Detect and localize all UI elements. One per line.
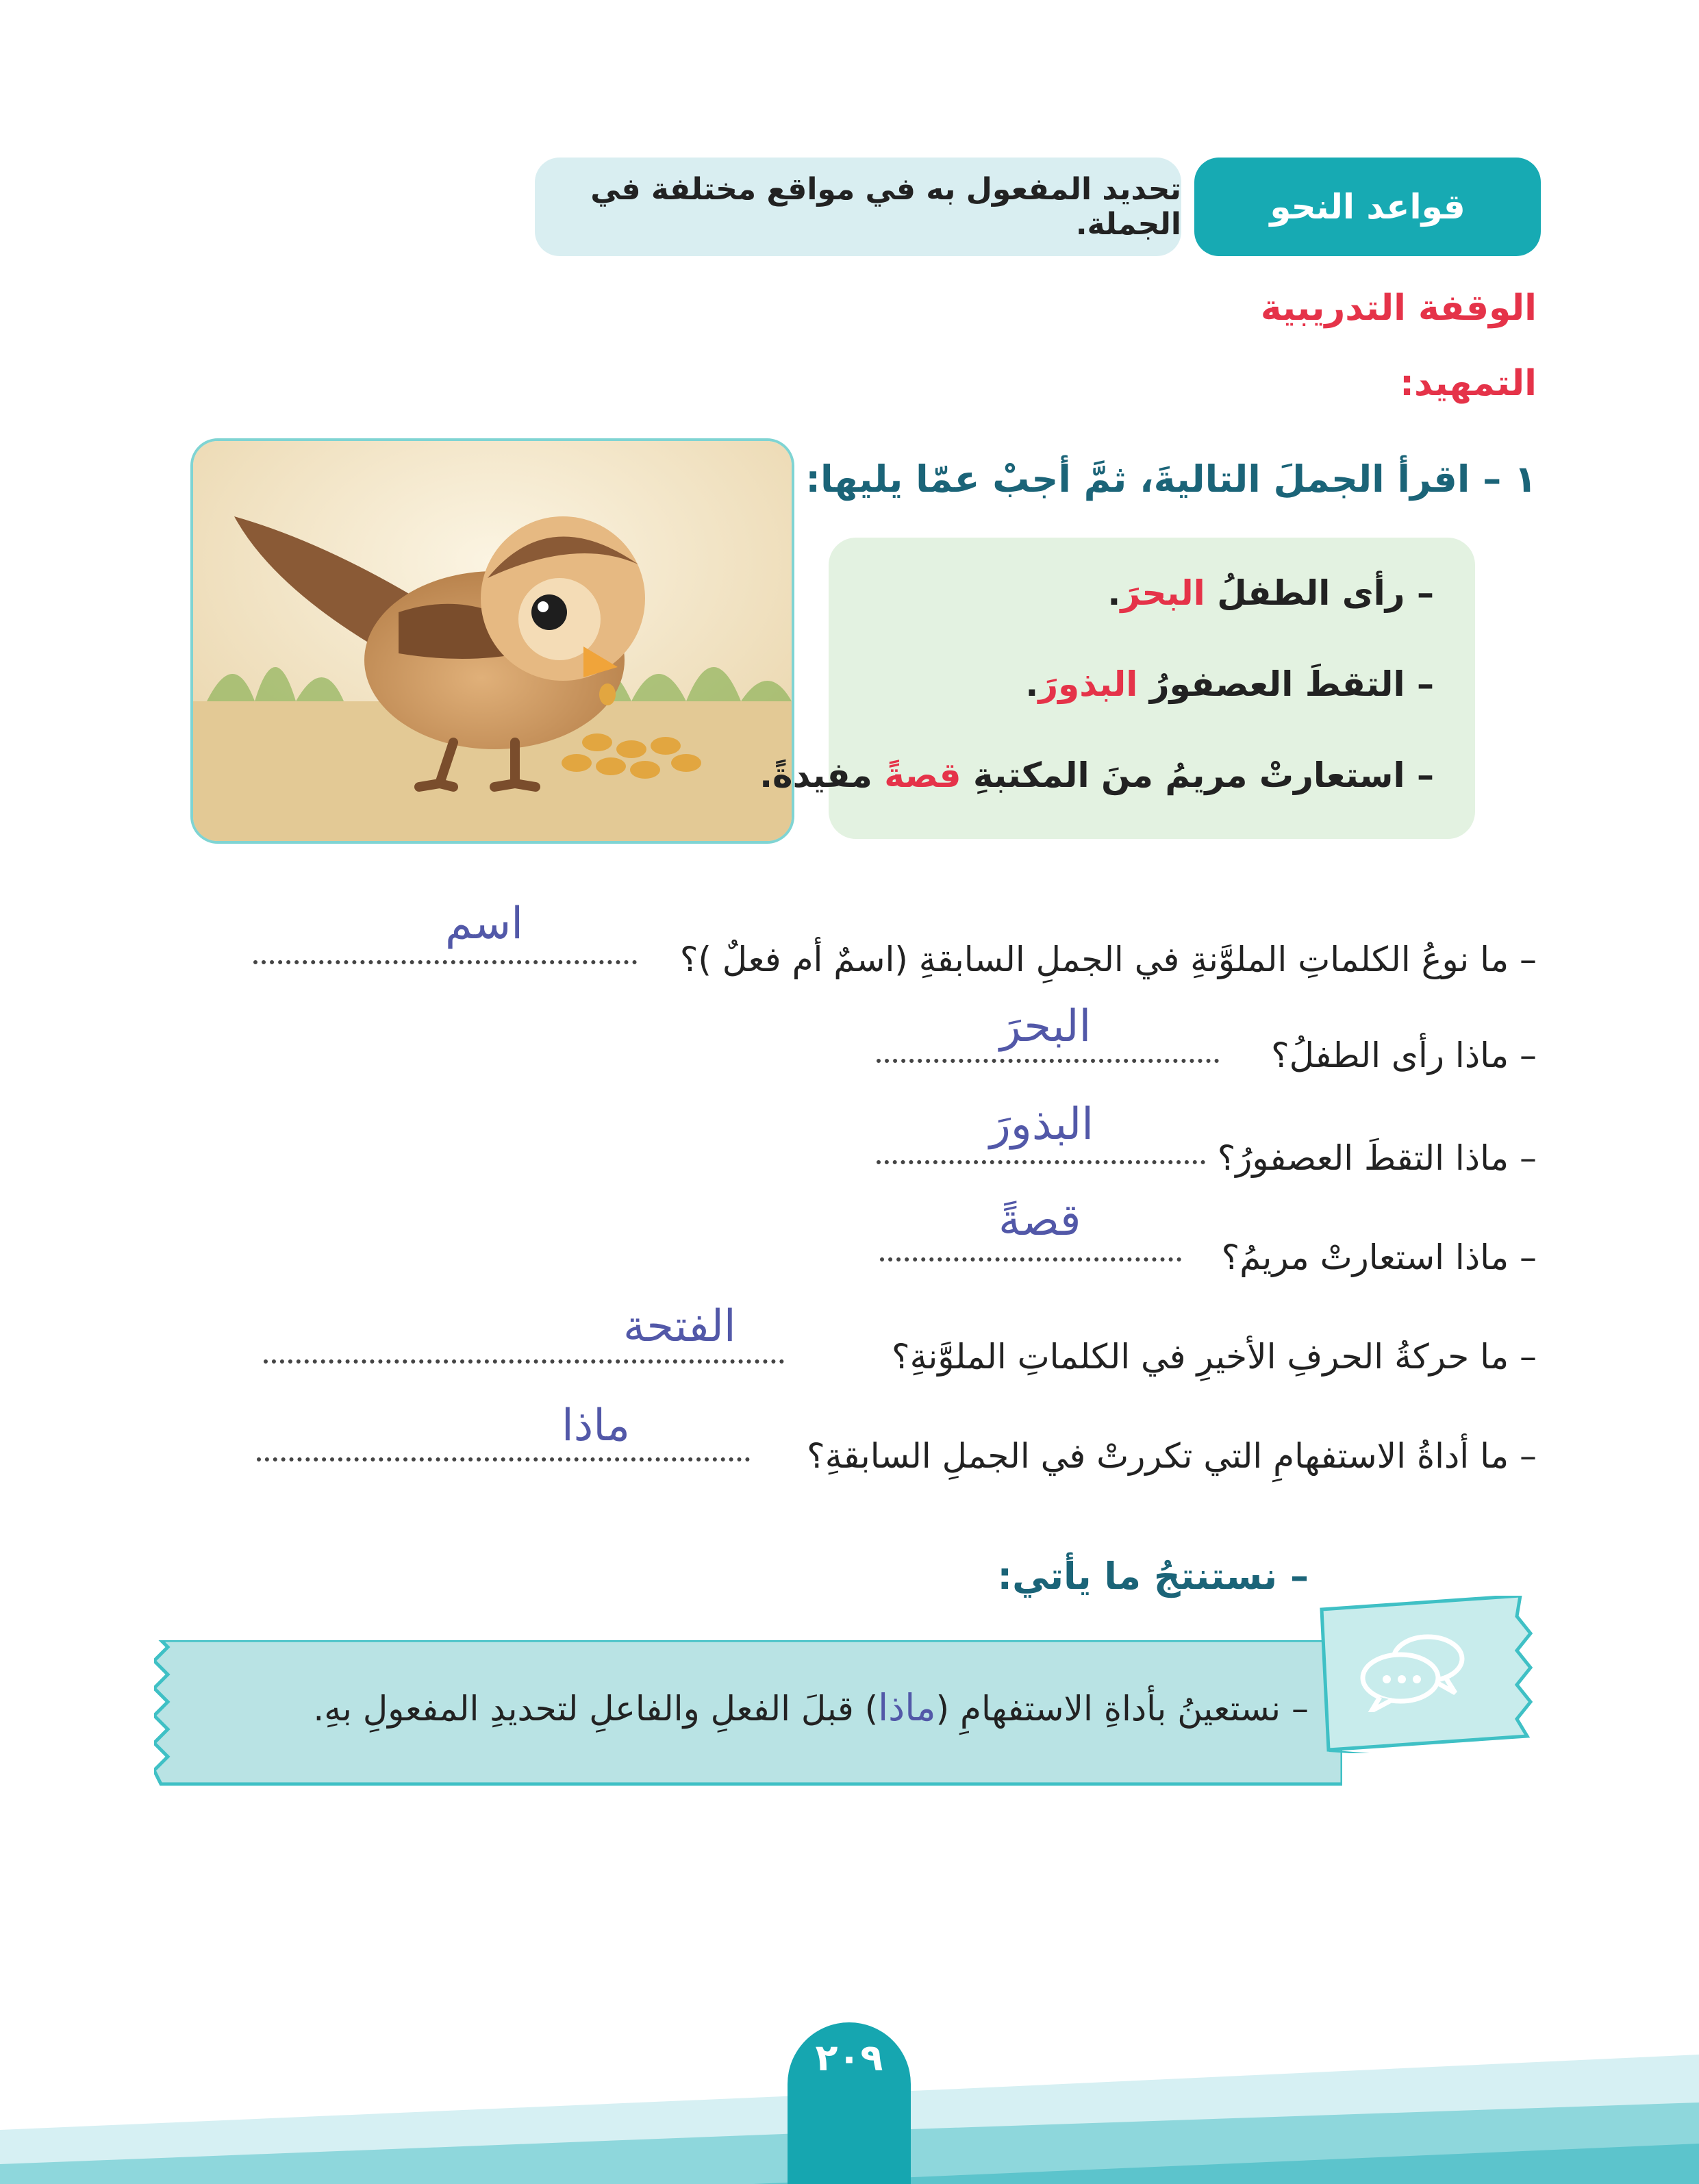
answer-1: اسم	[445, 899, 523, 949]
question-1: – ما نوعُ الكلماتِ الملوَّنةِ في الجملِ السابقةِ (اسمٌ أم فعلٌ )؟	[679, 940, 1537, 979]
conclusion-text: – نستعينُ بأداةِ الاستفهامِ (ماذا) قبلَ الفعلِ والفاعلِ لتحديدِ المفعولِ بهِ.	[313, 1686, 1309, 1729]
answer-6: ماذا	[562, 1401, 631, 1451]
answer-line-1[interactable]	[253, 960, 637, 964]
bird-illustration	[190, 438, 794, 844]
conclusion-answer: ماذا	[878, 1686, 936, 1729]
question-2: – ماذا رأى الطفلُ؟	[1271, 1035, 1537, 1075]
question-6: – ما أداةُ الاستفهامِ التي تكررتْ في الجملِ السابقةِ؟	[807, 1436, 1537, 1476]
question-4: – ماذا استعارتْ مريمُ؟	[1221, 1238, 1537, 1277]
answer-4: قصةً	[998, 1195, 1081, 1246]
example-sentence: – رأى الطفلُ البحرَ.	[1107, 573, 1434, 613]
exercise-heading: ١ – اقرأ الجملَ التاليةَ، ثمَّ أجبْ عمّا يليها:	[805, 457, 1537, 501]
answer-line-4[interactable]	[880, 1257, 1181, 1262]
lesson-objective: تحديد المفعول به في مواقع مختلفة في الجملة.	[535, 158, 1181, 256]
section-title: الوقفة التدريبية	[1260, 288, 1537, 329]
conclusion-heading: – نستنتجُ ما يأتي:	[997, 1555, 1309, 1598]
answer-2: البحرَ	[1000, 1001, 1092, 1052]
answer-line-2[interactable]	[877, 1059, 1219, 1063]
lesson-tag: قواعد النحو	[1194, 158, 1541, 256]
page-number: ٢٠٩	[788, 2022, 911, 2184]
answer-3: البذورَ	[990, 1099, 1094, 1150]
section-subtitle: التمهيد:	[1400, 363, 1537, 404]
answer-line-5[interactable]	[264, 1359, 784, 1364]
chat-bubbles-icon	[1359, 1630, 1469, 1712]
example-sentences-box	[759, 538, 1475, 839]
example-sentence: – التقطَ العصفورُ البذورَ.	[1025, 664, 1434, 704]
question-3: – ماذا التقطَ العصفورُ؟	[1217, 1138, 1537, 1178]
question-5: – ما حركةُ الحرفِ الأخيرِ في الكلماتِ الملوَّنةِ؟	[892, 1337, 1537, 1377]
example-sentence: – استعارتْ مريمُ منَ المكتبةِ قصةً مفيدةً.	[759, 755, 1434, 795]
answer-line-3[interactable]	[877, 1160, 1205, 1164]
answer-5: الفتحة	[623, 1301, 736, 1352]
answer-line-6[interactable]	[257, 1457, 750, 1461]
